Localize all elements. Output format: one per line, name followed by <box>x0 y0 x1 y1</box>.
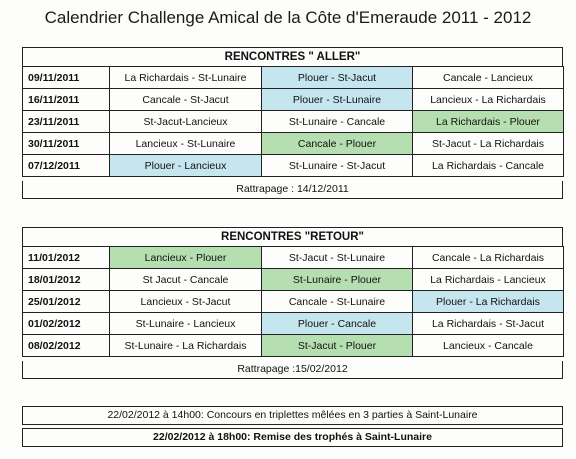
match-date: 07/12/2011 <box>23 155 110 177</box>
match-cell: Cancale - St-Jacut <box>110 89 262 111</box>
match-cell: St-Lunaire - Cancale <box>262 111 413 133</box>
table-row <box>23 133 564 155</box>
match-cell: Plouer - St-Jacut <box>262 67 413 89</box>
match-date: 01/02/2012 <box>23 313 110 335</box>
match-cell: Plouer - Cancale <box>262 313 413 335</box>
match-cell: St-Lunaire - La Richardais <box>110 335 262 357</box>
match-cell: Cancale - La Richardais <box>413 247 564 269</box>
match-date: 16/11/2011 <box>23 89 110 111</box>
match-date: 11/01/2012 <box>23 247 110 269</box>
match-cell: La Richardais - St-Jacut <box>413 313 564 335</box>
table-row <box>23 313 564 335</box>
table-row <box>23 291 564 313</box>
match-cell: Cancale - St-Lunaire <box>262 291 413 313</box>
match-date: 30/11/2011 <box>23 133 110 155</box>
retour-schedule-table <box>22 246 564 357</box>
aller-schedule-table <box>22 66 564 177</box>
aller-heading: RENCONTRES " ALLER" <box>22 47 563 66</box>
match-cell: Lancieux - La Richardais <box>413 89 564 111</box>
aller-rattrapage: Rattrapage : 14/12/2011 <box>22 181 563 199</box>
retour-rattrapage: Rattrapage :15/02/2012 <box>22 361 563 379</box>
match-cell: Cancale - Lancieux <box>413 67 564 89</box>
match-cell: St-Lunaire - Plouer <box>262 269 413 291</box>
match-date: 08/02/2012 <box>23 335 110 357</box>
match-cell: Plouer - La Richardais <box>413 291 564 313</box>
match-cell: Lancieux - St-Lunaire <box>110 133 262 155</box>
match-cell: La Richardais - Lancieux <box>413 269 564 291</box>
table-row <box>23 89 564 111</box>
match-cell: Plouer - Lancieux <box>110 155 262 177</box>
table-row <box>23 335 564 357</box>
match-cell: La Richardais - St-Lunaire <box>110 67 262 89</box>
match-date: 09/11/2011 <box>23 67 110 89</box>
match-cell: St Jacut - Cancale <box>110 269 262 291</box>
match-cell: St-Jacut - La Richardais <box>413 133 564 155</box>
final-event-concours: 22/02/2012 à 14h00: Concours en triplettes mêlées en 3 parties à Saint-Lunaire <box>22 406 563 425</box>
retour-heading: RENCONTRES "RETOUR" <box>22 227 563 246</box>
table-row <box>23 269 564 291</box>
table-row <box>23 67 564 89</box>
table-row <box>23 155 564 177</box>
match-cell: Plouer - St-Lunaire <box>262 89 413 111</box>
page-title: Calendrier Challenge Amical de la Côte d'Emeraude 2011 - 2012 <box>44 8 532 27</box>
match-cell: La Richardais - Cancale <box>413 155 564 177</box>
match-cell: Lancieux - St-Jacut <box>110 291 262 313</box>
match-cell: St-Jacut - St-Lunaire <box>262 247 413 269</box>
match-cell: St-Lunaire - Lancieux <box>110 313 262 335</box>
table-row <box>23 111 564 133</box>
match-date: 23/11/2011 <box>23 111 110 133</box>
final-event-trophees: 22/02/2012 à 18h00: Remise des trophés à Saint-Lunaire <box>22 428 563 447</box>
table-row <box>23 247 564 269</box>
match-date: 25/01/2012 <box>23 291 110 313</box>
match-cell: La Richardais - Plouer <box>413 111 564 133</box>
match-cell: Lancieux - Cancale <box>413 335 564 357</box>
match-cell: St-Jacut - Plouer <box>262 335 413 357</box>
match-cell: St-Lunaire - St-Jacut <box>262 155 413 177</box>
match-date: 18/01/2012 <box>23 269 110 291</box>
match-cell: Lancieux - Plouer <box>110 247 262 269</box>
match-cell: St-Jacut-Lancieux <box>110 111 262 133</box>
match-cell: Cancale - Plouer <box>262 133 413 155</box>
